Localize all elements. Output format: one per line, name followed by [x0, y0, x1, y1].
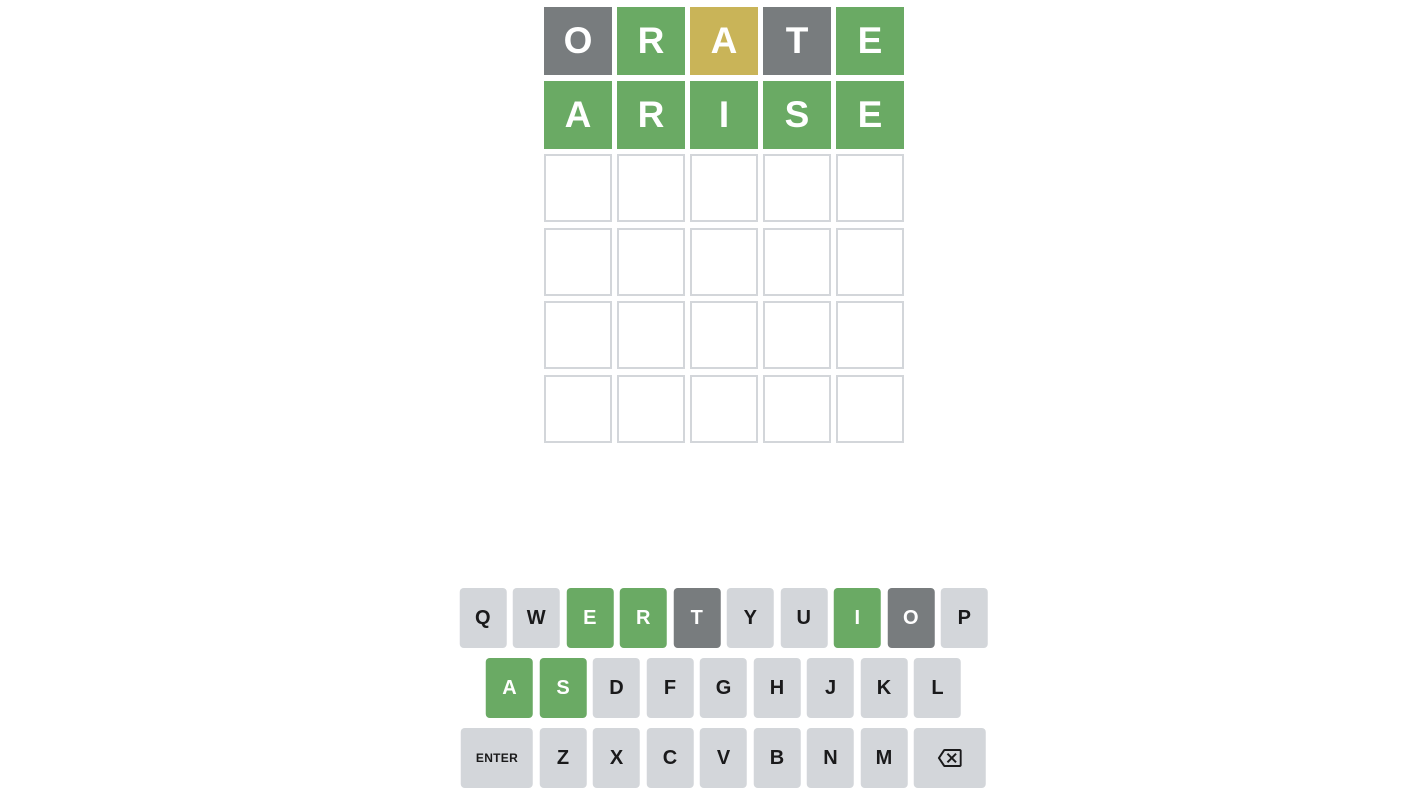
key-x[interactable]: X	[593, 728, 640, 788]
key-g[interactable]: G	[700, 658, 747, 718]
tile	[690, 228, 758, 296]
key-backspace[interactable]	[914, 728, 986, 788]
tile	[544, 228, 612, 296]
key-c[interactable]: C	[647, 728, 694, 788]
tile: E	[836, 81, 904, 149]
tile	[617, 228, 685, 296]
key-r[interactable]: R	[620, 588, 667, 648]
tile	[836, 301, 904, 369]
key-y[interactable]: Y	[727, 588, 774, 648]
backspace-icon	[938, 746, 962, 770]
key-d[interactable]: D	[593, 658, 640, 718]
tile	[690, 375, 758, 443]
tile: E	[836, 7, 904, 75]
key-n[interactable]: N	[807, 728, 854, 788]
tile: T	[763, 7, 831, 75]
keyboard-row-2	[486, 658, 961, 718]
key-a[interactable]: A	[486, 658, 533, 718]
tile	[763, 228, 831, 296]
key-j[interactable]: J	[807, 658, 854, 718]
key-z[interactable]: Z	[540, 728, 587, 788]
tile	[763, 154, 831, 222]
tile	[544, 301, 612, 369]
tile: R	[617, 81, 685, 149]
key-f[interactable]: F	[647, 658, 694, 718]
key-k[interactable]: K	[861, 658, 908, 718]
keyboard-row-3	[461, 728, 986, 788]
tile	[544, 154, 612, 222]
tile	[617, 154, 685, 222]
board-row-5	[544, 301, 904, 369]
key-enter[interactable]: ENTER	[461, 728, 533, 788]
board-row-6	[544, 375, 904, 443]
key-m[interactable]: M	[861, 728, 908, 788]
board	[544, 7, 904, 443]
key-h[interactable]: H	[754, 658, 801, 718]
tile	[836, 154, 904, 222]
keyboard	[459, 588, 988, 788]
key-i[interactable]: I	[834, 588, 881, 648]
key-p[interactable]: P	[941, 588, 988, 648]
tile	[763, 375, 831, 443]
tile: S	[763, 81, 831, 149]
board-row-4	[544, 228, 904, 296]
key-w[interactable]: W	[513, 588, 560, 648]
tile: O	[544, 7, 612, 75]
key-l[interactable]: L	[914, 658, 961, 718]
keyboard-row-1	[459, 588, 988, 648]
tile	[544, 375, 612, 443]
board-row-1	[544, 7, 904, 75]
tile	[763, 301, 831, 369]
tile	[617, 375, 685, 443]
key-o[interactable]: O	[887, 588, 934, 648]
board-row-3	[544, 154, 904, 222]
key-s[interactable]: S	[540, 658, 587, 718]
tile: R	[617, 7, 685, 75]
key-v[interactable]: V	[700, 728, 747, 788]
board-row-2	[544, 81, 904, 149]
tile: A	[544, 81, 612, 149]
key-b[interactable]: B	[754, 728, 801, 788]
key-e[interactable]: E	[566, 588, 613, 648]
tile	[690, 154, 758, 222]
key-q[interactable]: Q	[459, 588, 506, 648]
tile: A	[690, 7, 758, 75]
key-t[interactable]: T	[673, 588, 720, 648]
tile	[690, 301, 758, 369]
tile: I	[690, 81, 758, 149]
tile	[836, 375, 904, 443]
tile	[617, 301, 685, 369]
key-u[interactable]: U	[780, 588, 827, 648]
tile	[836, 228, 904, 296]
